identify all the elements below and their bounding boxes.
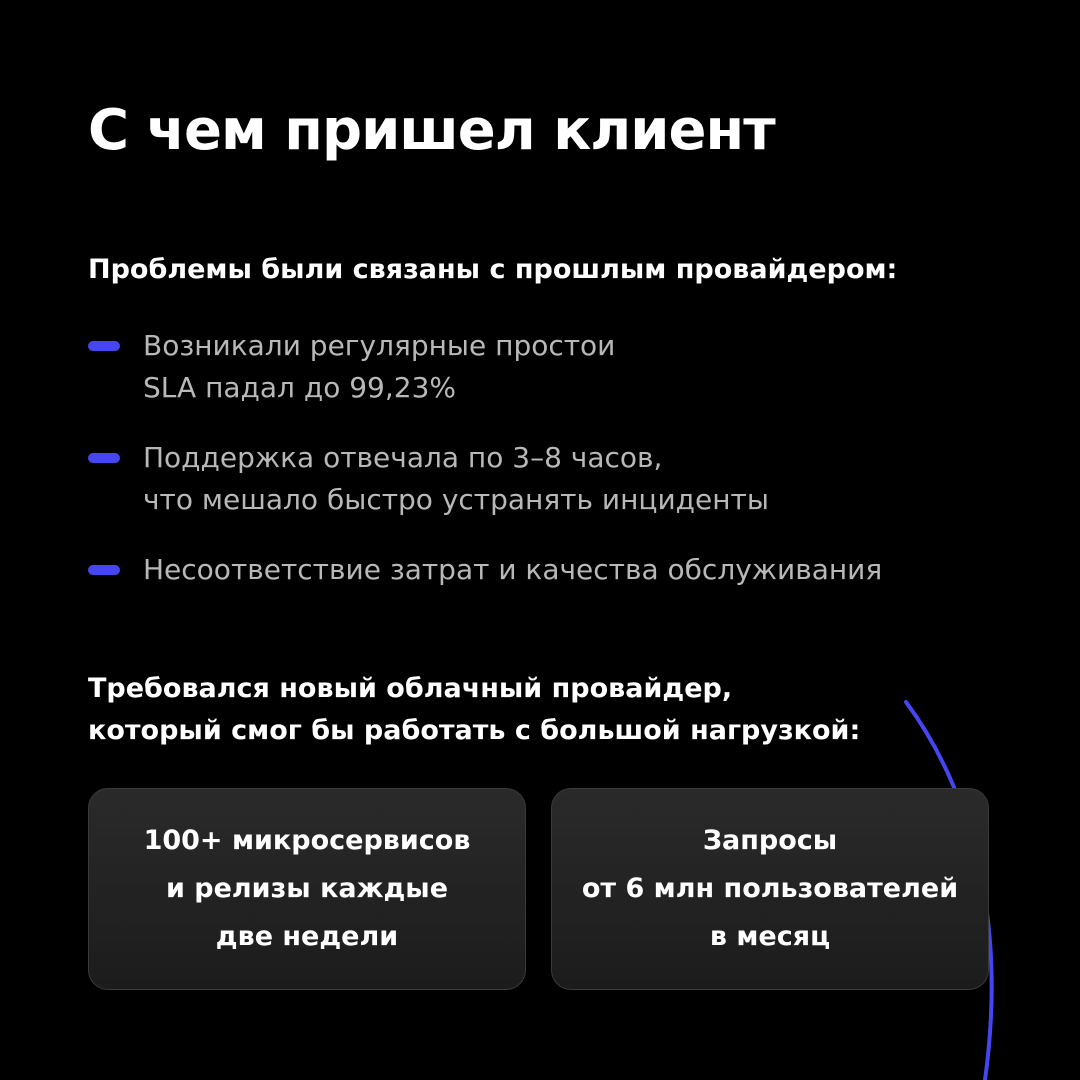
- bullet-icon: [88, 341, 120, 351]
- list-item-text: SLA падал до 99,23%: [143, 371, 457, 404]
- list-item: [88, 549, 988, 591]
- card-text: и релизы каждые: [165, 873, 449, 904]
- card-text: Запросы: [702, 825, 838, 856]
- list-item-text: Поддержка отвечала по 3–8 часов,: [143, 441, 663, 474]
- card-text: от 6 млн пользователей: [581, 873, 959, 904]
- problem-list: [88, 325, 988, 619]
- card-text: 100+ микросервисов: [143, 825, 471, 856]
- bullet-icon: [88, 453, 120, 463]
- list-item-text: что мешало быстро устранять инциденты: [143, 483, 769, 516]
- users-card: [551, 788, 989, 990]
- requirements-heading-line: Требовался новый облачный провайдер,: [88, 673, 733, 704]
- requirements-heading-line: который смог бы работать с большой нагрузкой:: [88, 715, 861, 746]
- list-item: [88, 325, 988, 409]
- card-text: две недели: [215, 921, 399, 952]
- bullet-icon: [88, 565, 120, 575]
- card-text: в месяц: [709, 921, 831, 952]
- microservices-card: [88, 788, 526, 990]
- list-item-text: Несоответствие затрат и качества обслуживания: [143, 553, 883, 586]
- requirements-heading: [88, 668, 860, 752]
- page-title: С чем пришел клиент: [88, 98, 775, 163]
- problems-heading: Проблемы были связаны с прошлым провайдером:: [88, 254, 898, 285]
- list-item-text: Возникали регулярные простои: [143, 329, 616, 362]
- list-item: [88, 437, 988, 521]
